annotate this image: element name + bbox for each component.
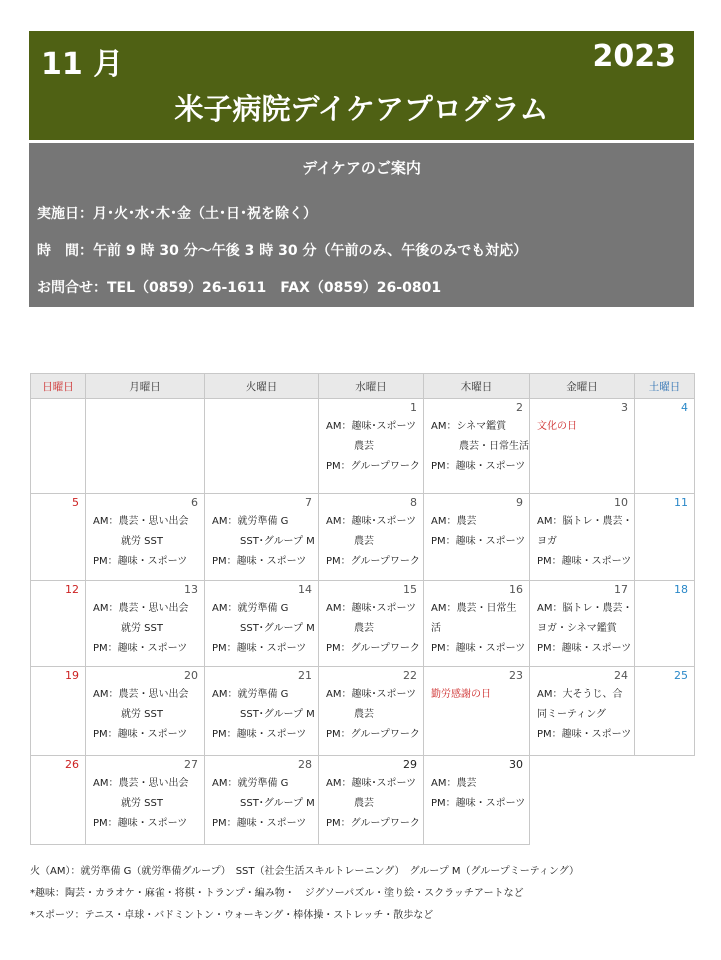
program-line: 活 (431, 623, 441, 634)
calendar-day-cell (319, 494, 424, 581)
calendar-day-cell (635, 494, 695, 581)
day-number: 6 (191, 496, 198, 509)
program-line: SST･グループ M (240, 536, 315, 547)
day-number: 17 (614, 583, 628, 596)
day-number: 23 (509, 669, 523, 682)
calendar-day-cell (635, 756, 695, 845)
month-label: 11 月 (41, 47, 124, 82)
day-number: 21 (298, 669, 312, 682)
program-line: AM：脳トレ・農芸・ (537, 603, 633, 614)
day-number: 24 (614, 669, 628, 682)
day-number: 19 (65, 669, 79, 682)
program-line: AM：農芸 (431, 516, 477, 527)
holiday-label: 文化の日 (537, 421, 577, 432)
weekday-header-thu: 木曜日 (424, 374, 530, 399)
day-number: 10 (614, 496, 628, 509)
program-line: AM：就労準備 G (212, 689, 289, 700)
program-line: AM：趣味･スポーツ (326, 603, 417, 614)
program-line: 就労 SST (121, 623, 163, 634)
weekday-header-fri: 金曜日 (530, 374, 635, 399)
calendar-day-cell (530, 399, 635, 494)
calendar-day-cell (424, 756, 530, 845)
info-panel (29, 143, 694, 307)
day-number: 3 (621, 401, 628, 414)
program-line: PM：グループワーク (326, 461, 420, 472)
weekday-header-wed: 水曜日 (319, 374, 424, 399)
program-line: 就労 SST (121, 536, 163, 547)
calendar-week-row (31, 494, 695, 581)
day-number: 14 (298, 583, 312, 596)
calendar-day-cell (530, 494, 635, 581)
program-line: PM：グループワーク (326, 556, 420, 567)
calendar-day-cell (205, 667, 319, 756)
day-number: 5 (72, 496, 79, 509)
program-line: ヨガ・シネマ鑑賞 (537, 623, 617, 634)
calendar-day-cell (530, 667, 635, 756)
calendar-day-cell (424, 667, 530, 756)
day-number: 9 (516, 496, 523, 509)
program-line: AM：就労準備 G (212, 778, 289, 789)
day-number: 28 (298, 758, 312, 771)
program-line: SST･グループ M (240, 798, 315, 809)
calendar-day-cell (424, 581, 530, 667)
program-line: PM：趣味・スポーツ (431, 461, 526, 472)
program-line: PM：趣味・スポーツ (212, 643, 307, 654)
calendar-day-cell (31, 399, 86, 494)
notes (30, 861, 579, 927)
title-bar (29, 31, 694, 140)
calendar-day-cell (205, 581, 319, 667)
calendar-day-cell (635, 667, 695, 756)
calendar-day-cell (86, 756, 205, 845)
day-number: 15 (403, 583, 417, 596)
calendar-day-cell (635, 399, 695, 494)
day-number: 12 (65, 583, 79, 596)
program-line: 同ミーティング (537, 709, 606, 720)
schedule-hours: 時 間：午前 9 時 30 分～午後 3 時 30 分（午前のみ、午後のみでも対応） (37, 243, 528, 259)
program-line: AM：趣味･スポーツ (326, 778, 417, 789)
program-line: PM：グループワーク (326, 818, 420, 829)
program-line: AM：シネマ鑑賞 (431, 421, 507, 432)
program-line: AM：農芸・思い出会 (93, 516, 189, 527)
day-number: 18 (674, 583, 688, 596)
schedule-days: 実施日：月･火･水･木･金（土･日･祝を除く） (37, 206, 317, 222)
calendar-day-cell (31, 756, 86, 845)
program-line: AM：脳トレ・農芸・ (537, 516, 633, 527)
calendar-day-cell (319, 667, 424, 756)
weekday-header-mon: 月曜日 (86, 374, 205, 399)
note-abbreviations: 火（AM）：就労準備 G（就労準備グループ） SST（社会生活スキルトレーニング） グループ M（グループミーティング） (30, 866, 580, 877)
calendar-day-cell (319, 581, 424, 667)
day-number: 22 (403, 669, 417, 682)
day-number: 11 (674, 496, 688, 509)
program-line: PM：趣味・スポーツ (537, 643, 632, 654)
day-number: 29 (403, 758, 417, 771)
program-line: AM：趣味･スポーツ (326, 516, 417, 527)
program-line: ヨガ (537, 536, 557, 547)
program-line: AM：趣味･スポーツ (326, 689, 417, 700)
program-line: 農芸 (354, 441, 374, 452)
calendar-week-row (31, 756, 695, 845)
calendar-table (30, 373, 695, 845)
calendar-day-cell (205, 399, 319, 494)
program-line: PM：趣味・スポーツ (93, 729, 188, 740)
day-number: 4 (681, 401, 688, 414)
day-number: 7 (305, 496, 312, 509)
calendar-day-cell (31, 581, 86, 667)
year-label: 2023 (592, 39, 676, 74)
weekday-header-row (31, 374, 695, 399)
info-heading: デイケアのご案内 (302, 159, 421, 177)
calendar-day-cell (424, 494, 530, 581)
program-line: AM：就労準備 G (212, 603, 289, 614)
calendar-day-cell (86, 581, 205, 667)
calendar-day-cell (86, 494, 205, 581)
day-number: 13 (184, 583, 198, 596)
weekday-header-sun: 日曜日 (31, 374, 86, 399)
program-line: AM：農芸・思い出会 (93, 778, 189, 789)
calendar-day-cell (86, 667, 205, 756)
program-line: AM：農芸・日常生 (431, 603, 517, 614)
program-line: PM：趣味・スポーツ (212, 556, 307, 567)
calendar-day-cell (424, 399, 530, 494)
day-number: 26 (65, 758, 79, 771)
program-line: 就労 SST (121, 709, 163, 720)
calendar-day-cell (319, 756, 424, 845)
calendar-day-cell (86, 399, 205, 494)
program-line: PM：趣味・スポーツ (431, 643, 526, 654)
day-number: 2 (516, 401, 523, 414)
weekday-header-tue: 火曜日 (205, 374, 319, 399)
day-number (86, 399, 204, 417)
program-line: PM：趣味・スポーツ (212, 729, 307, 740)
program-line: PM：趣味・スポーツ (93, 643, 188, 654)
note-hobbies: *趣味：陶芸・カラオケ・麻雀・将棋・トランプ・編み物・ ジグソーパズル・塗り絵・スクラッチアートなど (30, 888, 524, 899)
day-number: 30 (509, 758, 523, 771)
day-number: 8 (410, 496, 417, 509)
program-line: PM：グループワーク (326, 729, 420, 740)
program-line: 農芸 (354, 536, 374, 547)
program-line: SST･グループ M (240, 623, 315, 634)
program-line: 農芸 (354, 798, 374, 809)
program-line: PM：趣味・スポーツ (93, 818, 188, 829)
day-number (205, 399, 318, 417)
program-line: 農芸 (354, 709, 374, 720)
day-number: 16 (509, 583, 523, 596)
note-sports: *スポーツ：テニス・卓球・バドミントン・ウォーキング・棒体操・ストレッチ・散歩など (30, 910, 434, 921)
program-line: PM：グループワーク (326, 643, 420, 654)
day-number: 1 (410, 401, 417, 414)
contact-info: お問合せ：TEL（0859）26-1611 FAX（0859）26-0801 (37, 280, 442, 296)
program-line: PM：趣味・スポーツ (212, 818, 307, 829)
day-number (31, 399, 85, 417)
program-line: 就労 SST (121, 798, 163, 809)
calendar-day-cell (530, 581, 635, 667)
program-line: 農芸 (354, 623, 374, 634)
calendar-day-cell (319, 399, 424, 494)
calendar-day-cell (205, 756, 319, 845)
holiday-label: 勤労感謝の日 (431, 689, 491, 700)
program-line: 農芸・日常生活 (459, 441, 529, 452)
day-number: 25 (674, 669, 688, 682)
day-number: 20 (184, 669, 198, 682)
calendar-day-cell (205, 494, 319, 581)
calendar-day-cell (530, 756, 635, 845)
calendar-week-row (31, 581, 695, 667)
calendar-week-row (31, 399, 695, 494)
program-line: AM：農芸・思い出会 (93, 689, 189, 700)
program-line: AM：農芸 (431, 778, 477, 789)
page-title: 米子病院デイケアプログラム (174, 92, 549, 126)
program-line: PM：趣味・スポーツ (431, 798, 526, 809)
program-line: PM：趣味・スポーツ (537, 729, 632, 740)
program-line: SST･グループ M (240, 709, 315, 720)
program-line: PM：趣味・スポーツ (93, 556, 188, 567)
calendar-day-cell (635, 581, 695, 667)
calendar-day-cell (31, 667, 86, 756)
program-line: PM：趣味・スポーツ (537, 556, 632, 567)
weekday-header-sat: 土曜日 (635, 374, 695, 399)
program-line: PM：趣味・スポーツ (431, 536, 526, 547)
program-line: AM：農芸・思い出会 (93, 603, 189, 614)
calendar-day-cell (31, 494, 86, 581)
day-number: 27 (184, 758, 198, 771)
program-line: AM：大そうじ、合 (537, 689, 623, 700)
calendar-week-row (31, 667, 695, 756)
program-line: AM：就労準備 G (212, 516, 289, 527)
program-line: AM：趣味･スポーツ (326, 421, 417, 432)
